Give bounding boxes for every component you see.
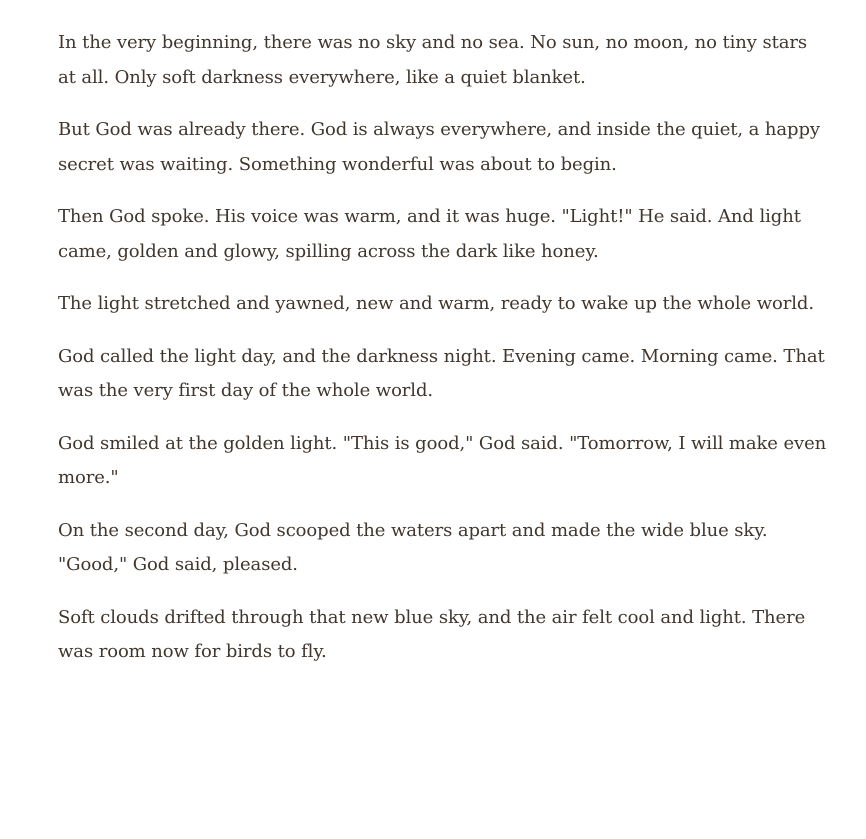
story-paragraph: God called the light day, and the darkness night. Evening came. Morning came. That was the very first day of the whole world. [58,345,825,401]
story-paragraph: In the very beginning, there was no sky and no sea. No sun, no moon, no tiny stars at all. Only soft darkness everywhere, like a quiet blanket. [58,32,807,88]
story-paragraph: The light stretched and yawned, new and warm, ready to wake up the whole world. [58,293,814,314]
story-paragraph: Soft clouds drifted through that new blue sky, and the air felt cool and light. There was room now for birds to fly. [58,606,806,662]
story-text [58,26,828,688]
story-paragraph: But God was already there. God is always everywhere, and inside the quiet, a happy secret was waiting. Something wonderful was about to begin. [58,119,820,175]
story-paragraph: Then God spoke. His voice was warm, and it was huge. "Light!" He said. And light came, golden and glowy, spilling across the dark like honey. [58,206,801,262]
story-paragraph: On the second day, God scooped the waters apart and made the wide blue sky. "Good," God said, pleased. [58,519,768,575]
story-paragraph: God smiled at the golden light. "This is good," God said. "Tomorrow, I will make even more." [58,432,827,488]
